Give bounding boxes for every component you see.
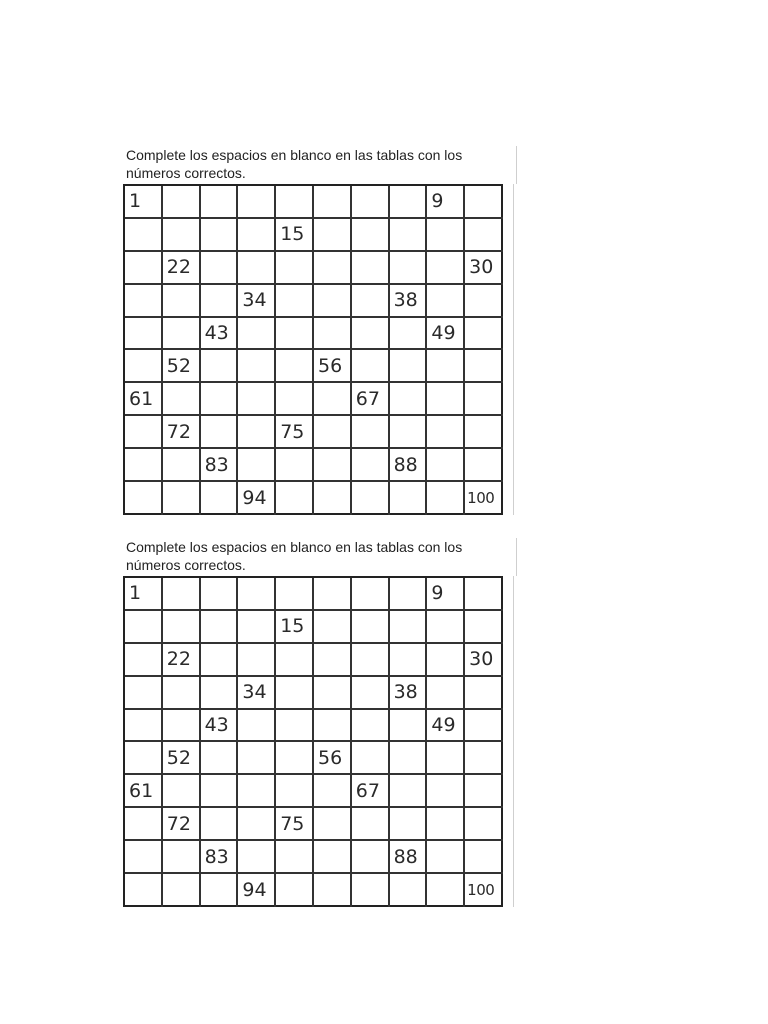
- grid-cell: [465, 318, 503, 351]
- grid-cell: [201, 416, 239, 449]
- grid-cell: 56: [314, 742, 352, 775]
- grid-cell: [201, 578, 239, 611]
- grid-cell: [427, 644, 465, 677]
- grid-cell: [352, 252, 390, 285]
- grid-cell: [125, 611, 163, 644]
- grid-cell: [390, 611, 428, 644]
- grid-cell: [125, 285, 163, 318]
- grid-cell: 83: [201, 841, 239, 874]
- grid-cell: [465, 775, 503, 808]
- grid-cell: 100: [467, 881, 495, 900]
- grid-cell: [314, 219, 352, 252]
- grid-cell: [465, 285, 503, 318]
- grid-cell: [314, 578, 352, 611]
- grid-cell: 38: [390, 677, 428, 710]
- grid-cell: [201, 285, 239, 318]
- grid-cell: [390, 644, 428, 677]
- grid-cell: [352, 710, 390, 743]
- grid-cell: [201, 350, 239, 383]
- grid-cell: 15: [276, 219, 314, 252]
- grid-cell: [125, 449, 163, 482]
- grid-cell: [390, 318, 428, 351]
- grid-cell: [125, 644, 163, 677]
- grid-cell: 83: [201, 449, 239, 482]
- grid-cell: [163, 383, 201, 416]
- grid-cell: [390, 186, 428, 219]
- grid-cell: [427, 285, 465, 318]
- grid-cell: [314, 841, 352, 874]
- number-grid: [123, 576, 503, 907]
- grid-cell: [125, 710, 163, 743]
- grid-cell: [125, 742, 163, 775]
- grid-cell: [352, 742, 390, 775]
- grid-cell: [125, 416, 163, 449]
- grid-cell: 34: [238, 285, 276, 318]
- grid-cell: [427, 449, 465, 482]
- grid-cell: [163, 219, 201, 252]
- grid-cell: 49: [427, 318, 465, 351]
- grid-cell: [125, 841, 163, 874]
- grid-cell: 43: [201, 318, 239, 351]
- grid-cell: [352, 808, 390, 841]
- grid-cell: [352, 874, 390, 907]
- grid-cell: [163, 841, 201, 874]
- grid-cell: 56: [314, 350, 352, 383]
- grid-cell: [390, 742, 428, 775]
- grid-cell: [238, 350, 276, 383]
- grid-cell: [201, 775, 239, 808]
- grid-cell: [314, 482, 352, 515]
- grid-cell: [276, 449, 314, 482]
- grid-cell: [352, 644, 390, 677]
- grid-cell: 49: [427, 710, 465, 743]
- grid-cell: [352, 416, 390, 449]
- instruction-text: Complete los espacios en blanco en las tablas con los números correctos.: [122, 538, 516, 576]
- grid-cell: 34: [238, 677, 276, 710]
- grid-cell: [238, 611, 276, 644]
- grid-cell: [163, 578, 201, 611]
- grid-cell: [125, 677, 163, 710]
- grid-cell: [352, 186, 390, 219]
- grid-cell: 1: [125, 578, 163, 611]
- instruction-text: Complete los espacios en blanco en las tablas con los números correctos.: [122, 146, 516, 184]
- grid-cell: [276, 350, 314, 383]
- grid-cell: [125, 350, 163, 383]
- grid-cell: [163, 186, 201, 219]
- grid-cell: [314, 449, 352, 482]
- grid-cell: [201, 644, 239, 677]
- grid-cell: [276, 578, 314, 611]
- grid-cell: 30: [465, 644, 503, 677]
- grid-cell: [465, 742, 503, 775]
- grid-cell: [465, 808, 503, 841]
- grid-cell: [465, 449, 503, 482]
- grid-cell: [352, 285, 390, 318]
- grid-cell: [276, 252, 314, 285]
- grid-cell: [238, 841, 276, 874]
- grid-cell: 38: [390, 285, 428, 318]
- grid-cell: [163, 775, 201, 808]
- grid-cell: [427, 677, 465, 710]
- grid-cell: [201, 742, 239, 775]
- grid-cell: 61: [125, 383, 163, 416]
- grid-cell: [390, 775, 428, 808]
- grid-cell: [427, 482, 465, 515]
- grid-cell: 67: [352, 775, 390, 808]
- grid-cell: [427, 383, 465, 416]
- grid-cell: [238, 383, 276, 416]
- grid-cell: [201, 383, 239, 416]
- grid-cell: [276, 644, 314, 677]
- grid-cell: [465, 611, 503, 644]
- grid-cell: [352, 578, 390, 611]
- grid-cell: [238, 775, 276, 808]
- grid-cell: [352, 350, 390, 383]
- grid-cell: [238, 219, 276, 252]
- grid-cell: [427, 874, 465, 907]
- grid-cell: 72: [163, 808, 201, 841]
- grid-cell: [125, 874, 163, 907]
- grid-cell: [390, 252, 428, 285]
- worksheet-1: [122, 146, 516, 515]
- grid-cell: 22: [163, 644, 201, 677]
- grid-cell: 30: [465, 252, 503, 285]
- grid-cell: 9: [427, 186, 465, 219]
- grid-cell: [276, 775, 314, 808]
- grid-cell: [314, 677, 352, 710]
- grid-cell: [314, 318, 352, 351]
- grid-cell: [276, 383, 314, 416]
- grid-cell: [314, 775, 352, 808]
- grid-cell: 94: [238, 482, 276, 515]
- grid-cell: 22: [163, 252, 201, 285]
- grid-cell: 72: [163, 416, 201, 449]
- grid-cell: [390, 350, 428, 383]
- grid-cell: [465, 219, 503, 252]
- grid-cell: [390, 416, 428, 449]
- grid-cell: [314, 710, 352, 743]
- grid-cell: 52: [163, 350, 201, 383]
- grid-cell: [390, 874, 428, 907]
- grid-cell: [276, 318, 314, 351]
- grid-cell: [238, 710, 276, 743]
- grid-cell: 75: [276, 808, 314, 841]
- grid-cell: [427, 775, 465, 808]
- grid-cell: [314, 186, 352, 219]
- grid-cell: [276, 742, 314, 775]
- grid-cell: [427, 611, 465, 644]
- grid-cell: [201, 482, 239, 515]
- grid-cell: [163, 449, 201, 482]
- grid-cell: [163, 318, 201, 351]
- grid-cell: [125, 318, 163, 351]
- grid-cell: [238, 318, 276, 351]
- grid-cell: [201, 611, 239, 644]
- grid-cell: [427, 742, 465, 775]
- grid-cell: [163, 611, 201, 644]
- grid-cell: [352, 318, 390, 351]
- grid-cell: [352, 611, 390, 644]
- number-grid: [123, 184, 503, 515]
- grid-cell: [352, 677, 390, 710]
- grid-cell: [163, 285, 201, 318]
- grid-cell: [390, 482, 428, 515]
- grid-cell: [201, 186, 239, 219]
- grid-cell: [163, 874, 201, 907]
- grid-cell: [238, 742, 276, 775]
- grid-cell: [352, 482, 390, 515]
- grid-cell: [201, 677, 239, 710]
- grid-cell: 15: [276, 611, 314, 644]
- grid-cell: [314, 252, 352, 285]
- grid-cell: [163, 482, 201, 515]
- grid-cell: [276, 841, 314, 874]
- grid-cell: [201, 874, 239, 907]
- worksheet-2: [122, 538, 516, 907]
- grid-cell: [163, 677, 201, 710]
- grid-cell: [465, 186, 503, 219]
- grid-cell: [390, 219, 428, 252]
- grid-cell: [276, 186, 314, 219]
- grid-cell: 43: [201, 710, 239, 743]
- grid-cell: [465, 677, 503, 710]
- grid-cell: [390, 578, 428, 611]
- grid-cell: [314, 611, 352, 644]
- grid-cell: [125, 808, 163, 841]
- grid-cell: [276, 710, 314, 743]
- grid-cell: [276, 874, 314, 907]
- grid-cell: [465, 350, 503, 383]
- grid-cell: 100: [467, 489, 495, 508]
- grid-cell: 67: [352, 383, 390, 416]
- grid-cell: 61: [125, 775, 163, 808]
- grid-cell: [314, 874, 352, 907]
- grid-cell: [238, 808, 276, 841]
- grid-cell: [238, 578, 276, 611]
- grid-cell: [125, 252, 163, 285]
- grid-cell: [465, 710, 503, 743]
- grid-cell: 9: [427, 578, 465, 611]
- grid-cell: 75: [276, 416, 314, 449]
- grid-cell: [314, 383, 352, 416]
- grid-cell: [125, 482, 163, 515]
- grid-cell: 1: [125, 186, 163, 219]
- grid-cell: [238, 644, 276, 677]
- grid-cell: [465, 841, 503, 874]
- grid-cell: [314, 808, 352, 841]
- grid-cell: [427, 350, 465, 383]
- grid-cell: [352, 449, 390, 482]
- grid-cell: 88: [390, 449, 428, 482]
- grid-cell: [465, 578, 503, 611]
- grid-cell: [314, 416, 352, 449]
- grid-cell: [352, 841, 390, 874]
- grid-cell: [125, 219, 163, 252]
- grid-cell: [201, 252, 239, 285]
- grid-cell: [390, 383, 428, 416]
- grid-cell: [276, 285, 314, 318]
- grid-cell: [238, 252, 276, 285]
- grid-cell: 88: [390, 841, 428, 874]
- grid-cell: [201, 219, 239, 252]
- grid-cell: [163, 710, 201, 743]
- grid-cell: [314, 285, 352, 318]
- grid-cell: [238, 449, 276, 482]
- grid-cell: [465, 383, 503, 416]
- grid-cell: [427, 219, 465, 252]
- grid-cell: [201, 808, 239, 841]
- grid-cell: [427, 841, 465, 874]
- grid-cell: [238, 416, 276, 449]
- grid-cell: [427, 416, 465, 449]
- grid-cell: [276, 677, 314, 710]
- grid-cell: [276, 482, 314, 515]
- grid-cell: [390, 808, 428, 841]
- grid-cell: 52: [163, 742, 201, 775]
- grid-cell: [352, 219, 390, 252]
- grid-cell: 94: [238, 874, 276, 907]
- grid-cell: [390, 710, 428, 743]
- grid-cell: [427, 252, 465, 285]
- grid-cell: [238, 186, 276, 219]
- grid-cell: [314, 644, 352, 677]
- grid-cell: [427, 808, 465, 841]
- grid-cell: [465, 416, 503, 449]
